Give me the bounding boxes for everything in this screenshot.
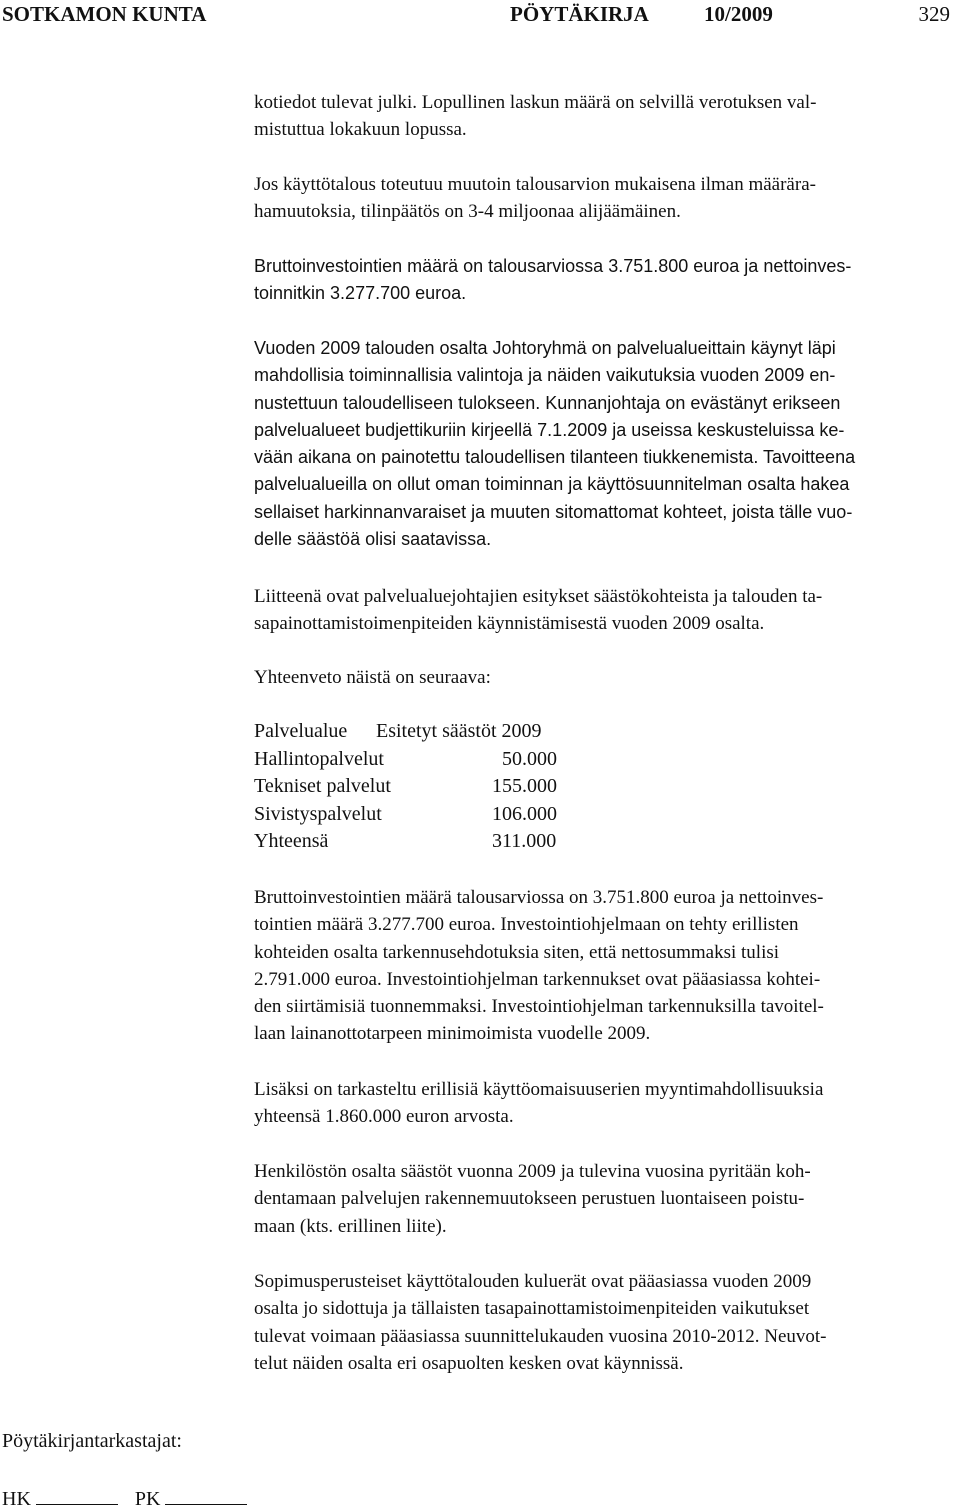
column-header-savings: Esitetyt säästöt 2009 [376,720,542,742]
text-line: tointien määrä 3.277.700 euroa. Investointiohjelmaan on tehty erillisten [254,914,799,936]
text-line: laan lainanottotarpeen minimoimista vuodelle 2009. [254,1023,651,1045]
reviewers-label: Pöytäkirjantarkastajat: [2,1430,182,1452]
text-line: Bruttoinvestointien määrä talousarviossa on 3.751.800 euroa ja nettoinves- [254,887,824,908]
text-line: maan (kts. erillinen liite). [254,1215,447,1237]
paragraph-2 [254,171,954,226]
service-area-cell: Yhteensä [254,830,329,853]
text-line: Sopimusperusteiset käyttötalouden kuluerät ovat pääasiassa vuoden 2009 [254,1271,812,1292]
text-line: Liitteenä ovat palvelualuejohtajien esitykset säästökohteista ja talouden ta- [254,586,823,607]
text-line: Vuoden 2009 talouden osalta Johtoryhmä on palvelualueittain käynyt läpi [254,338,836,358]
text-line: Yhteenveto näistä on seuraava: [254,667,491,688]
text-line: mistuttua lokakuun lopussa. [254,119,467,141]
savings-cell: 311.000 [492,830,557,853]
text-line: yhteensä 1.860.000 euron arvosta. [254,1106,514,1128]
reviewer-initials-2: PK [134,1488,161,1510]
text-line: Lisäksi on tarkasteltu erillisiä käyttöomaisuuserien myyntimahdollisuuksia [254,1079,824,1100]
page-footer [2,1430,182,1510]
text-line: nustettuun taloudelliseen tulokseen. Kunnanjohtaja on evästänyt erikseen [254,392,841,413]
text-line: Henkilöstön osalta säästöt vuonna 2009 ja tulevina vuosina pyritään koh- [254,1161,811,1182]
reviewer-initials-1: HK [2,1488,31,1510]
savings-cell: 106.000 [492,802,557,825]
text-line: palvelualueilla on ollut oman toiminnan ja käyttösuunnitelman osalta hakea [254,474,850,495]
text-line: hamuutoksia, tilinpäätös on 3-4 miljoonaa alijäämäinen. [254,201,681,223]
column-header-service-area: Palvelualue [254,720,348,742]
paragraph-asset-sales [254,1076,954,1131]
text-line: mahdollisia toiminnallisia valintoja ja näiden vaikutuksia vuoden 2009 en- [254,365,836,386]
paragraph-4 [254,335,954,553]
text-line: toinnitkin 3.277.700 euroa. [254,283,467,304]
paragraph-contracts [254,1268,954,1377]
text-line: kotiedot tulevat julki. Lopullinen laskun määrä on selvillä verotuksen val- [254,92,817,113]
signature-line-1 [36,1488,118,1505]
text-line: osalta jo sidottuja ja tällaisten tasapainottamistoimenpiteiden vaikutukset [254,1298,810,1320]
text-line: sapainottamistoimenpiteiden käynnistämisestä vuoden 2009 osalta. [254,613,765,635]
text-line: Jos käyttötalous toteutuu muutoin talousarvion mukaisena ilman määrära- [254,174,816,195]
paragraph-5 [254,583,954,638]
summary-intro [254,664,954,691]
service-area-cell: Tekniset palvelut [254,775,391,798]
text-line: tulevat voimaan pääasiassa suunnittelukauden vuosina 2010-2012. Neuvot- [254,1325,827,1347]
signature-line-2 [165,1488,247,1505]
municipality-name: SOTKAMON KUNTA [2,2,207,26]
savings-cell: 155.000 [492,775,557,798]
paragraph-1 [254,89,954,144]
text-line: telut näiden osalta eri osapuolten kesken ovat käynnissä. [254,1352,684,1374]
page-number: 329 [918,2,950,26]
document-number: 10/2009 [704,2,773,26]
paragraph-investments [254,884,954,1048]
document-type: PÖYTÄKIRJA [510,2,649,26]
paragraph-3 [254,253,954,308]
text-line: palvelualueet budjettikuriin kirjeellä 7.1.2009 ja useissa keskusteluissa ke- [254,419,845,440]
paragraph-personnel [254,1158,954,1240]
text-line: den siirtämisiä tuonnemmaksi. Investointiohjelman tarkennuksilla tavoitel- [254,996,824,1018]
service-area-cell: Hallintopalvelut [254,747,384,770]
page-header [0,2,960,32]
text-line: delle säästöä olisi saatavissa. [254,529,492,550]
text-line: 2.791.000 euroa. Investointiohjelman tarkennukset ovat pääasiassa kohtei- [254,968,821,990]
text-line: Bruttoinvestointien määrä on talousarviossa 3.751.800 euroa ja nettoinves- [254,256,852,276]
text-line: vään aikana on painotettu taloudellisen tilanteen tiukkenemista. Tavoitteena [254,447,856,468]
reviewer-signatures [2,1488,262,1511]
service-area-cell: Sivistyspalvelut [254,802,382,825]
text-line: kohteiden osalta tarkennusehdotuksia siten, että nettosummaksi tulisi [254,941,780,963]
savings-cell: 50.000 [502,747,557,770]
text-line: dentamaan palvelujen rakennemuutokseen perustuen luontaiseen poistu- [254,1188,805,1210]
text-line: sellaiset harkinnanvaraiset ja muuten sitomattomat kohteet, joista tälle vuo- [254,501,853,522]
